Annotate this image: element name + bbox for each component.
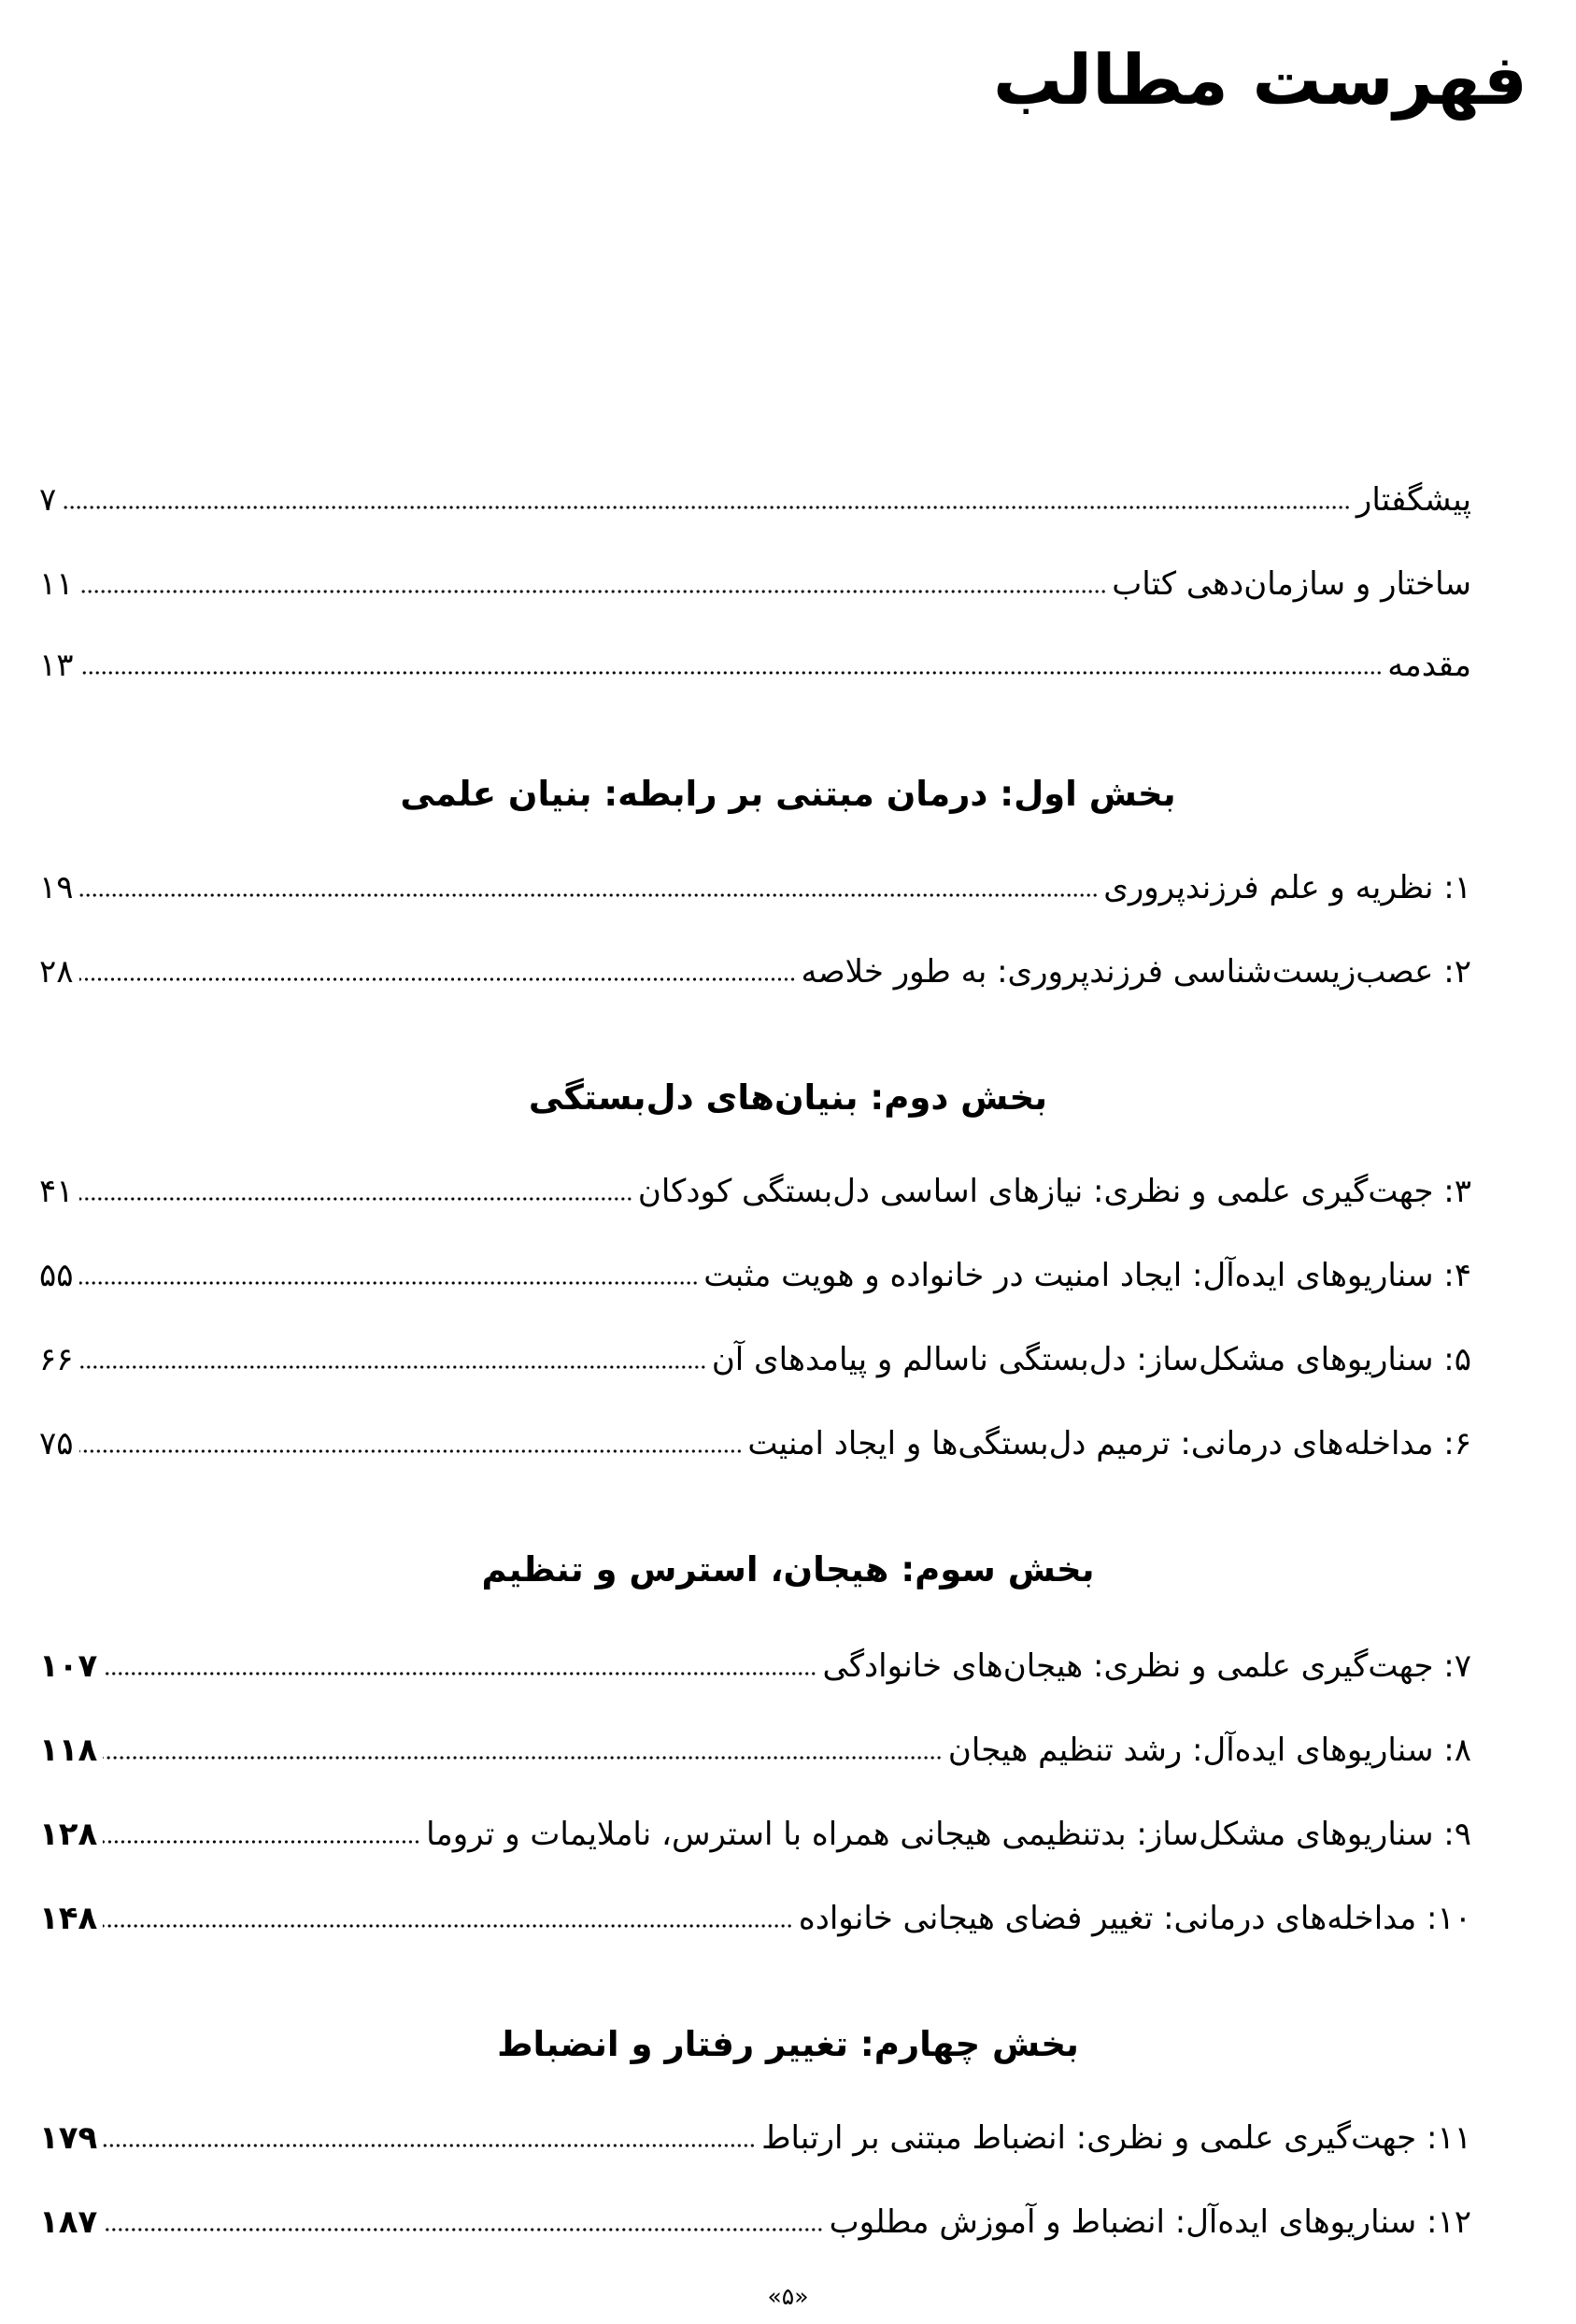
- dot-leader: [103, 1837, 420, 1846]
- dot-leader: [62, 503, 1351, 512]
- dot-leader: [79, 668, 1383, 677]
- dot-leader: [79, 1194, 632, 1204]
- toc-entry-title: پیشگفتار: [1356, 481, 1471, 519]
- toc-entry-foreword[interactable]: [39, 472, 1471, 528]
- toc-entry-title: ۹: سناریوهای مشکل‌ساز: بدتنظیمی هیجانی همراه با استرس، ناملایمات و تروما: [426, 1816, 1471, 1853]
- dot-leader: [103, 1669, 816, 1678]
- toc-entry-page: ۷: [39, 481, 57, 519]
- toc-entry-title: ۱۲: سناریوهای ایده‌آل: انضباط و آموزش مطلوب: [829, 2203, 1471, 2241]
- dot-leader: [79, 891, 1099, 900]
- toc-entry-title: ۱۱: جهت‌گیری علمی و نظری: انضباط مبتنی بر ارتباط: [761, 2119, 1471, 2157]
- toc-entry-page: ۱۳: [39, 647, 74, 684]
- toc-entry-chapter-5[interactable]: [39, 1332, 1471, 1388]
- toc-entry-page: ۱۴۸: [39, 1900, 98, 1937]
- toc-entry-page: ۶۶: [39, 1341, 74, 1378]
- section-heading-part-3: بخش سوم: هیجان، استرس و تنظیم: [481, 1549, 1095, 1590]
- toc-entry-chapter-3[interactable]: [39, 1163, 1471, 1219]
- toc-entry-book-structure[interactable]: [39, 556, 1471, 612]
- dot-leader: [103, 2225, 823, 2234]
- toc-entry-title: ۸: سناریوهای ایده‌آل: رشد تنظیم هیجان: [947, 1732, 1471, 1769]
- dot-leader: [79, 1278, 699, 1288]
- dot-leader: [103, 1753, 943, 1762]
- toc-entry-page: ۱۱۸: [39, 1732, 98, 1769]
- toc-entry-chapter-9[interactable]: [39, 1806, 1471, 1862]
- toc-entry-chapter-10[interactable]: [39, 1890, 1471, 1946]
- toc-entry-title: ۷: جهت‌گیری علمی و نظری: هیجان‌های خانوادگی: [822, 1647, 1471, 1685]
- dot-leader: [79, 975, 796, 984]
- toc-entry-page: ۱۰۷: [39, 1647, 98, 1685]
- toc-entry-page: ۱۲۸: [39, 1816, 98, 1853]
- dot-leader: [79, 1362, 706, 1372]
- dot-leader: [79, 587, 1107, 596]
- toc-entry-chapter-2[interactable]: [39, 944, 1471, 1000]
- toc-entry-page: ۴۱: [39, 1173, 74, 1210]
- toc-entry-page: ۱۱: [39, 565, 74, 603]
- toc-entry-chapter-7[interactable]: [39, 1638, 1471, 1694]
- toc-entry-title: ۴: سناریوهای ایده‌آل: ایجاد امنیت در خانواده و هویت مثبت: [703, 1257, 1471, 1294]
- toc-entry-title: ۲: عصب‌زیست‌شناسی فرزندپروری: به طور خلاصه: [801, 953, 1471, 991]
- dot-leader: [79, 1447, 743, 1456]
- toc-entry-chapter-11[interactable]: [39, 2110, 1471, 2166]
- toc-entry-chapter-4[interactable]: [39, 1248, 1471, 1304]
- toc-entry-chapter-6[interactable]: [39, 1416, 1471, 1472]
- toc-entry-chapter-1[interactable]: [39, 860, 1471, 916]
- page-title: فهرست مطالب: [992, 40, 1527, 121]
- page-number: «۵»: [767, 2283, 809, 2310]
- toc-entry-page: ۱۸۷: [39, 2203, 98, 2241]
- toc-entry-title: ۱۰: مداخله‌های درمانی: تغییر فضای هیجانی خانواده: [798, 1900, 1471, 1937]
- toc-entry-chapter-8[interactable]: [39, 1722, 1471, 1778]
- toc-entry-title: مقدمه: [1387, 647, 1471, 684]
- toc-entry-page: ۱۷۹: [39, 2119, 98, 2157]
- toc-entry-title: ۱: نظریه و علم فرزندپروری: [1103, 869, 1471, 906]
- section-heading-part-1: بخش اول: درمان مبتنی بر رابطه: بنیان علمی: [400, 774, 1176, 814]
- dot-leader: [103, 2141, 756, 2150]
- toc-entry-introduction[interactable]: [39, 637, 1471, 693]
- toc-entry-page: ۷۵: [39, 1425, 74, 1462]
- section-heading-part-2: بخش دوم: بنیان‌های دل‌بستگی: [528, 1077, 1048, 1118]
- section-heading-part-4: بخش چهارم: تغییر رفتار و انضباط: [497, 2024, 1079, 2064]
- toc-entry-chapter-12[interactable]: [39, 2194, 1471, 2250]
- toc-entry-page: ۱۹: [39, 869, 74, 906]
- dot-leader: [103, 1921, 793, 1931]
- toc-entry-page: ۲۸: [39, 953, 74, 991]
- toc-entry-title: ۵: سناریوهای مشکل‌ساز: دل‌بستگی ناسالم و پیامدهای آن: [711, 1341, 1471, 1378]
- toc-entry-title: ۶: مداخله‌های درمانی: ترمیم دل‌بستگی‌ها و ایجاد امنیت: [747, 1425, 1471, 1462]
- toc-entry-title: ساختار و سازمان‌دهی کتاب: [1112, 565, 1471, 603]
- toc-entry-title: ۳: جهت‌گیری علمی و نظری: نیازهای اساسی دل‌بستگی کودکان: [637, 1173, 1471, 1210]
- toc-entry-page: ۵۵: [39, 1257, 74, 1294]
